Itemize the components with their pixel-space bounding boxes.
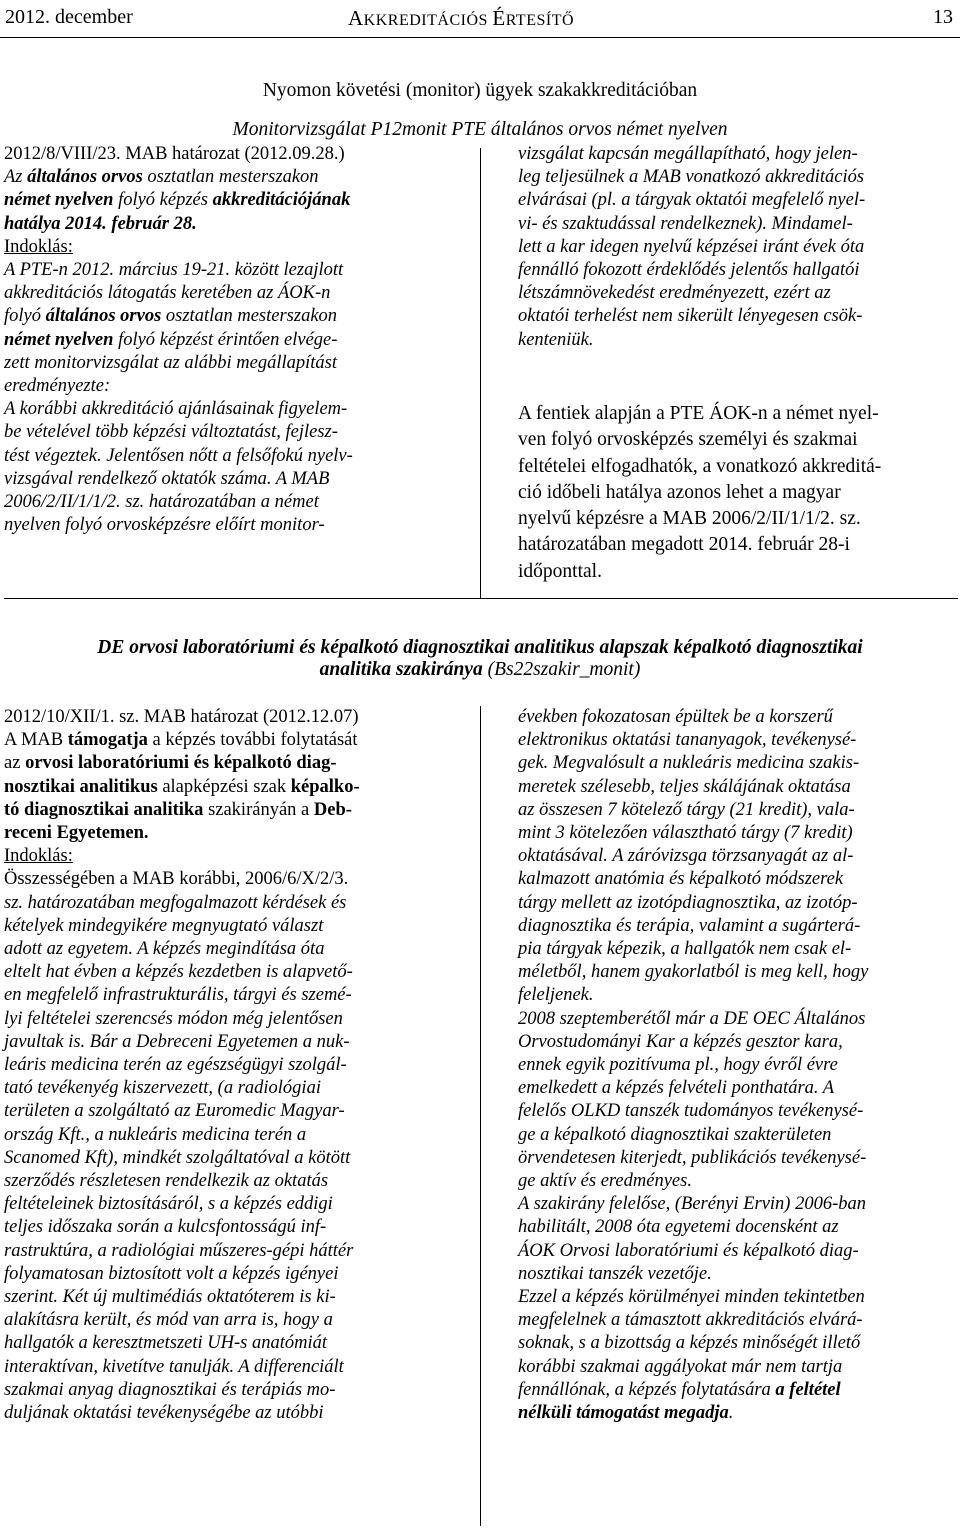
section-title: Nyomon követési (monitor) ügyek szakakkreditációban (262, 80, 698, 101)
reason-label-2: Indoklás: (4, 846, 73, 867)
section2-left-column: 2012/10/XII/1. sz. MAB határozat (2012.12.07) A MAB támogatja a képzés további folytatását az orvosi laboratóriumi és képalkotó diag- nosztikai analitikus alapképzési szak képalko- tó diagnosztikai analitika szakirányán a Deb- receni Egyetemen. Indoklás: Összességében a MAB korábbi, 2006/6/X/2/3. sz. határozatában megfogalmazott kérdések és kételyek mindegyikére megnyugtató választ adott az egyetem. A képzés megindítása óta eltelt hat évben a képzés kezdetben is alapvető- en megfelelő infrastrukturális, tárgyi és szemé- lyi feltételei szerencsés módon még jelentősen javultak is. Bár a Debreceni Egyetemen a nuk- leáris medicina terén az egészségügyi szolgál- tató tevékenyég kiszervezett, (a radiológiai területen a szolgáltató az Euromedic Magyar- ország Kft., a nukleáris medicina terén a Scanomed Kft), mindkét szolgáltatóval a kötött szerződés részletesen rendelkezik az oktatás feltételeinek biztosításáról, s a képzés eddigi teljes időszaka során a kulcsfontosságú inf- rastruktúra, a radiológiai műszeres-gépi háttér folyamatosan biztosított volt a képzés igényei szerint. Két új multimédiás oktatóterem is ki- alakításra került, és mód van arra is, hogy a hallgatók a keresztmetszeti UH-s anatómiát interaktívan, kivetítve tanulják. A differenciált szakmai anyag diagnosztikai és terápiás mo- duljának oktatási tevékenységébe az utóbbi (4, 706, 444, 1425)
section1-right-column: vizsgálat kapcsán megállapítható, hogy jelen- leg teljesülnek a MAB vonatkozó akkreditációs elvárásai (pl. a tárgyak oktatói megfelelő nyel- vi- és szaktudással rendelkeznek). Mindamel- lett a kar idegen nyelvű képzései iránt évek óta fennálló fokozott érdeklődés jelentős hallgatói létszámnövekedést eredményezett, ezért az oktatói terhelést nem sikerült lényegesen csök- kenteniük. (518, 144, 866, 350)
section2-right-column: években fokozatosan épültek be a korszerű elektronikus oktatási tananyagok, tevékenysé- gek. Megvalósult a nukleáris medicina szakis- meretek szélesebb, teljes skálájának oktatása az összesen 7 kötelező tárgy (21 kredit), vala- mint 3 kötelezően választható tárgy (7 kredit) oktatásával. A záróvizsga törzsanyagát az al- kalmazott anatómia és képalkotó módszerek tárgy mellett az izotópdiagnosztika, az izotóp- diagnosztika és terápia, valamint a sugárterá- pia tárgyak képezik, a hallgatók nem csak el- méletből, hanem gyakorlatból is meg kell, hogy feleljenek. 2008 szeptemberétől már a DE OEC Általános Orvostudományi Kar a képzés gesztor kara, ennek egyik pozitívuma pl., hogy évről évre emelkedett a képzés felvételi ponthatára. A felelős OLKD tanszék tudományos tevékenysé- ge a képalkotó diagnosztikai szakterületen örvendetesen kiterjedt, publikációs tevékenysé- ge aktív és eredményes. A szakirány felelőse, (Berényi Ervin) 2006-ban habilitált, 2008 óta egyetemi docensként az ÁOK Orvosi laboratóriumi és képalkotó diag- nosztikai tanszék vezetője. Ezzel a képzés körülményei minden tekintetben megfelelnek a támasztott akkreditációs elvárá- soknak, s a bizottság a képzés minőségét illető korábbi szakmai aggályokat már nem tartja fennállónak, a képzés folytatására a feltétel nélküli támogatást megadja. (518, 707, 869, 1424)
section1-conclusion: A fentiek alapján a PTE ÁOK-n a német nyel- ven folyó orvosképzés személyi és szakmai feltételei elfogadhatók, a vonatkozó akkreditá- ció időbeli hatálya azonos lehet a magyar nyelvű képzésre a MAB 2006/2/II/1/1/2. sz. határozatában megadott 2014. február 28-i időponttal. (518, 403, 882, 582)
reason-label: Indoklás: (4, 236, 73, 257)
page-number: 13 (933, 6, 953, 28)
section1-column-divider (480, 148, 481, 598)
section2-column-divider (480, 706, 481, 1526)
page-header (0, 0, 960, 36)
section2-title: DE orvosi laboratóriumi és képalkotó diagnosztikai analitikus alapszak képalkotó diagnosztikai analitika szakiránya (Bs22szakir_monit) (97, 637, 863, 680)
decision-number-2: 2012/10/XII/1. sz. MAB határozat (2012.12.07) (4, 707, 359, 727)
decision-number: 2012/8/VIII/23. MAB határozat (2012.09.28.) (4, 144, 345, 164)
section-subtitle: Monitorvizsgálat P12monit PTE általános orvos német nyelven (232, 119, 728, 140)
header-date: 2012. december (5, 6, 133, 28)
header-divider (0, 37, 960, 38)
section1-left-column: 2012/8/VIII/23. MAB határozat (2012.09.28.) Az általános orvos osztatlan mesterszakon német nyelven folyó képzés akkreditációjának hatálya 2014. február 28. Indoklás: A PTE-n 2012. március 19-21. között lezajlott akkreditációs látogatás keretében az ÁOK-n folyó általános orvos osztatlan mesterszakon német nyelven folyó képzést érintően elvége- zett monitorvizsgálat az alábbi megállapítást eredményezte: A korábbi akkreditáció ajánlásainak figyelem- be vételével több képzési változtatást, fejlesz- tést végeztek. Jelentősen nőtt a felsőfokú nyelv- vizsgával rendelkező oktatók száma. A MAB 2006/2/II/1/1/2. sz. határozatában a német nyelven folyó orvosképzésre előírt monitor- (4, 143, 471, 537)
section1-bottom-rule-right (480, 598, 958, 599)
section1-bottom-rule-left (4, 598, 480, 599)
journal-title: AKKREDITÁCIÓS ÉRTESÍTŐ (348, 6, 575, 30)
